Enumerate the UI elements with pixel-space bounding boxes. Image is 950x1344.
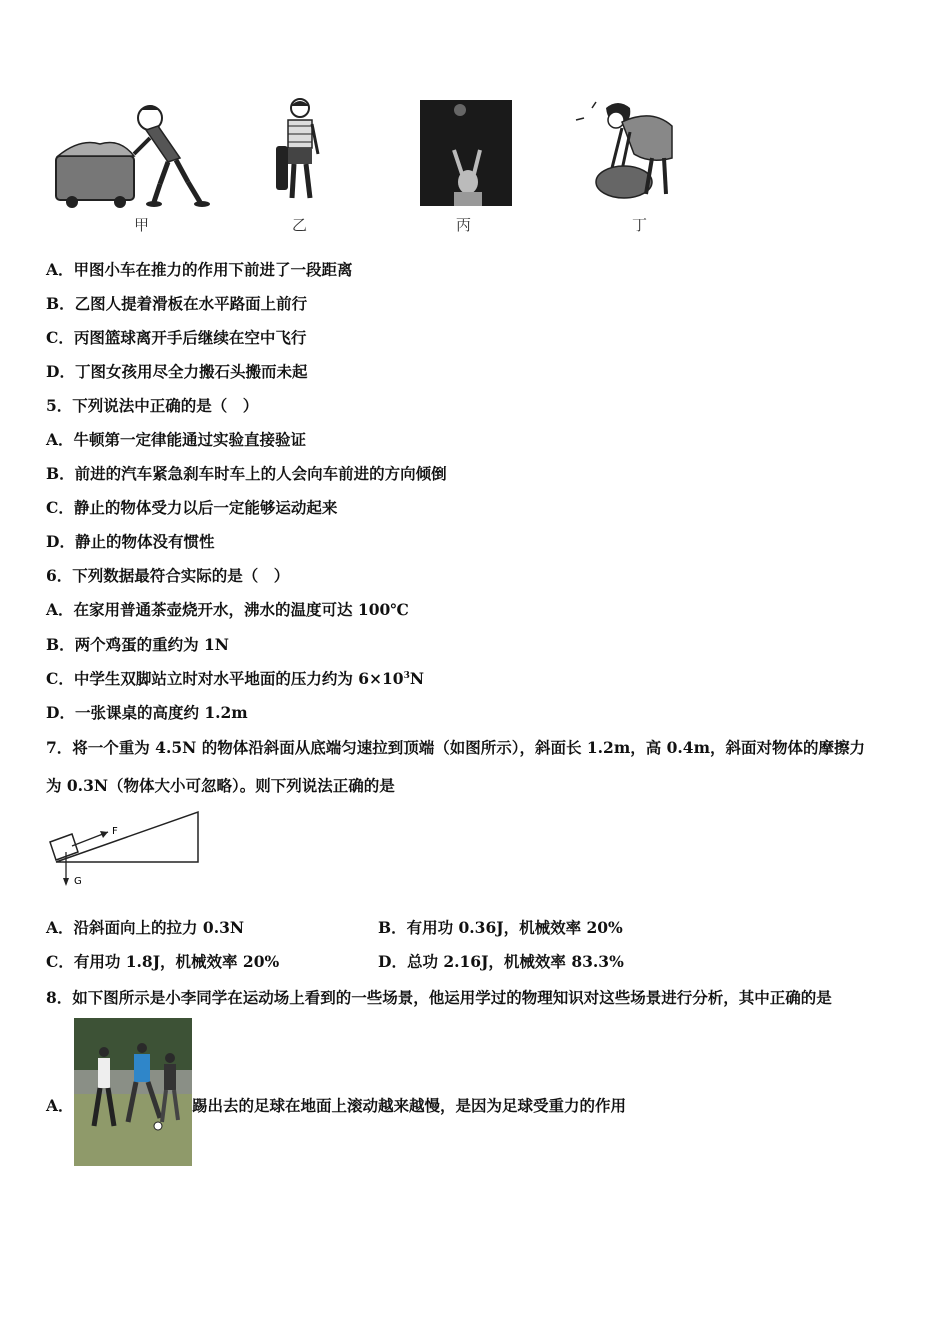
cart-pushing-illustration: [50, 98, 210, 210]
q8-stem: 8．如下图所示是小李同学在运动场上看到的一些场景，他运用学过的物理知识对这些场景进行分析，其中正确的是: [46, 988, 832, 1007]
q6-option-a: A．在家用普通茶壶烧开水，沸水的温度可达 100℃: [46, 600, 409, 619]
q5-option-d: D．静止的物体没有惯性: [46, 532, 215, 551]
q8-option-a-text: 踢出去的足球在地面上滚动越来越慢，是因为足球受重力的作用: [192, 1096, 627, 1115]
q6-option-d: D．一张课桌的高度约 1.2m: [46, 703, 248, 722]
caption-jia: 甲: [134, 216, 150, 234]
q4-option-b: B．乙图人提着滑板在水平路面上前行: [46, 294, 308, 313]
caption-yi: 乙: [292, 216, 308, 234]
q6-option-c-exponent: 3: [403, 671, 410, 681]
q7-stem-line1: 7．将一个重为 4.5N 的物体沿斜面从底端匀速拉到顶端（如图所示），斜面长 1.2m，高 0.4m，斜面对物体的摩擦力: [46, 738, 865, 757]
q4-option-a: A．甲图小车在推力的作用下前进了一段距离: [46, 260, 353, 279]
force-label: F: [112, 826, 118, 837]
q5-option-a: A．牛顿第一定律能通过实验直接验证: [46, 430, 307, 449]
soccer-photo: [74, 1018, 192, 1166]
q5-option-c: C．静止的物体受力以后一定能够运动起来: [46, 498, 338, 517]
q6-option-c: [46, 669, 424, 689]
gravity-label: G: [74, 876, 82, 887]
q6-option-b: B．两个鸡蛋的重约为 1N: [46, 635, 229, 654]
q4-option-c: C．丙图篮球离开手后继续在空中飞行: [46, 328, 307, 347]
q6-option-c-unit: N: [409, 669, 425, 688]
caption-ding: 丁: [632, 216, 648, 234]
q7-option-c: C．有用功 1.8J，机械效率 20%: [46, 952, 280, 971]
q7-stem-line2: 为 0.3N（物体大小可忽略）。则下列说法正确的是: [46, 776, 395, 795]
q7-option-a: A．沿斜面向上的拉力 0.3N: [46, 918, 245, 937]
caption-bing: 丙: [456, 216, 472, 234]
q7-option-b: B．有用功 0.36J，机械效率 20%: [378, 918, 623, 937]
q7-option-d: D．总功 2.16J，机械效率 83.3%: [378, 952, 624, 971]
q4-option-d: D．丁图女孩用尽全力搬石头搬而未起: [46, 362, 308, 381]
q5-option-b: B．前进的汽车紧急刹车时车上的人会向车前进的方向倾倒: [46, 464, 447, 483]
q4-figures: [50, 98, 730, 238]
q6-stem: 6．下列数据最符合实际的是（ ）: [46, 566, 290, 585]
skateboard-carrying-illustration: [270, 98, 330, 210]
stone-lifting-illustration: [572, 98, 682, 210]
q8-option-a-label: A．: [46, 1096, 74, 1115]
q6-option-c-text: C．中学生双脚站立时对水平地面的压力约为 6×10: [46, 669, 404, 688]
incline-diagram: [46, 810, 206, 890]
basketball-photo: [420, 100, 512, 206]
q5-stem: 5．下列说法中正确的是（ ）: [46, 396, 259, 415]
